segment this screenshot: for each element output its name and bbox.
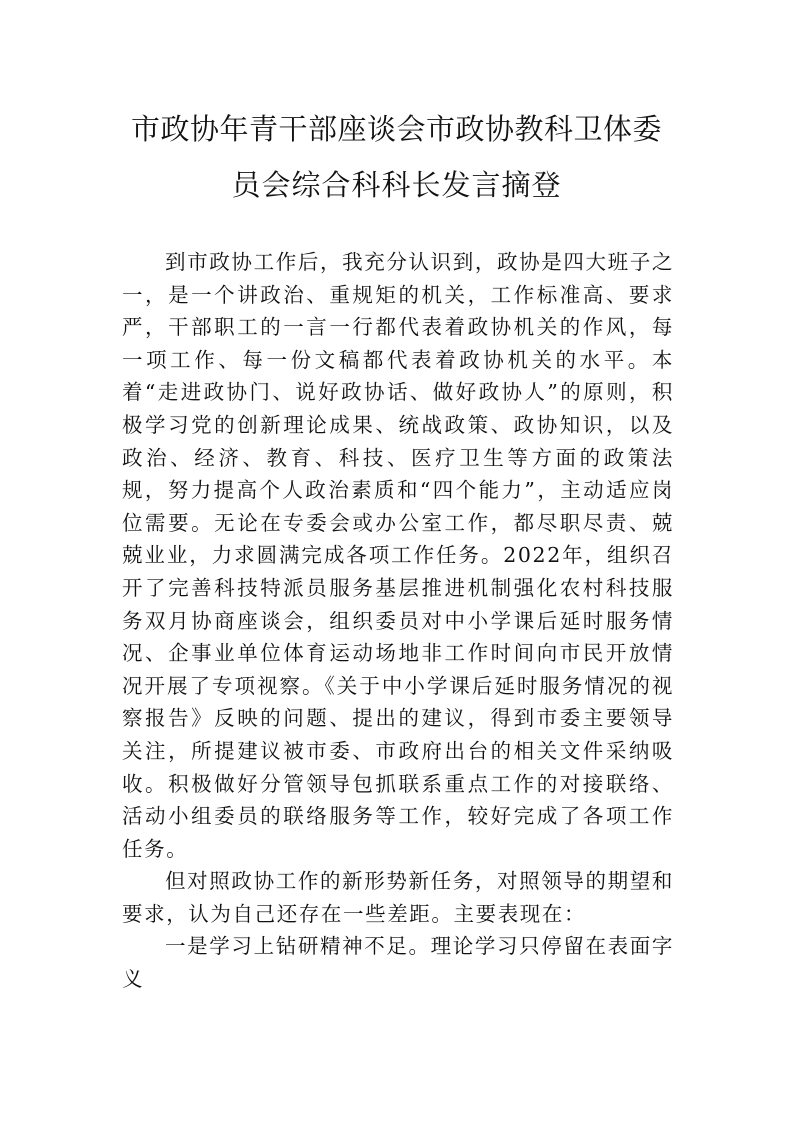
paragraph-shortcomings-intro: 但对照政协工作的新形势新任务，对照领导的期望和要求，认为自己还存在一些差距。主要表现在： [122, 869, 674, 926]
title-line-1: 市政协年青干部座谈会市政协教科卫体委 [130, 112, 662, 146]
document-body [122, 246, 674, 996]
paragraph-work-summary: 到市政协工作后，我充分认识到，政协是四大班子之一，是一个讲政治、重规矩的机关，工作标准高、要求严，干部职工的一言一行都代表着政协机关的作风，每一项工作、每一份文稿都代表着政协机关的水平。本着“走进政协门、说好政协话、做好政协人”的原则，积极学习党的创新理论成果、统战政策、政协知识，以及政治、经济、教育、科技、医疗卫生等方面的政策法规，努力提高个人政治素质和“四个能力”，主动适应岗位需要。无论在专委会或办公室工作，都尽职尽责、兢兢业业，力求圆满完成各项工作任务。2022年，组织召开了完善科技特派员服务基层推进机制强化农村科技服务双月协商座谈会，组织委员对中小学课后延时服务情况、企事业单位体育运动场地非工作时间向市民开放情况开展了专项视察。《关于中小学课后延时服务情况的视察报告》反映的问题、提出的建议，得到市委主要领导关注，所提建议被市委、市政府出台的相关文件采纳吸收。积极做好分管领导包抓联系重点工作的对接联络、活动小组委员的联络服务等工作，较好完成了各项工作任务。 [122, 250, 674, 861]
paragraph-shortcoming-1: 一是学习上钻研精神不足。理论学习只停留在表面字义 [122, 934, 674, 992]
title-line-2: 员会综合科科长发言摘登 [231, 168, 562, 202]
